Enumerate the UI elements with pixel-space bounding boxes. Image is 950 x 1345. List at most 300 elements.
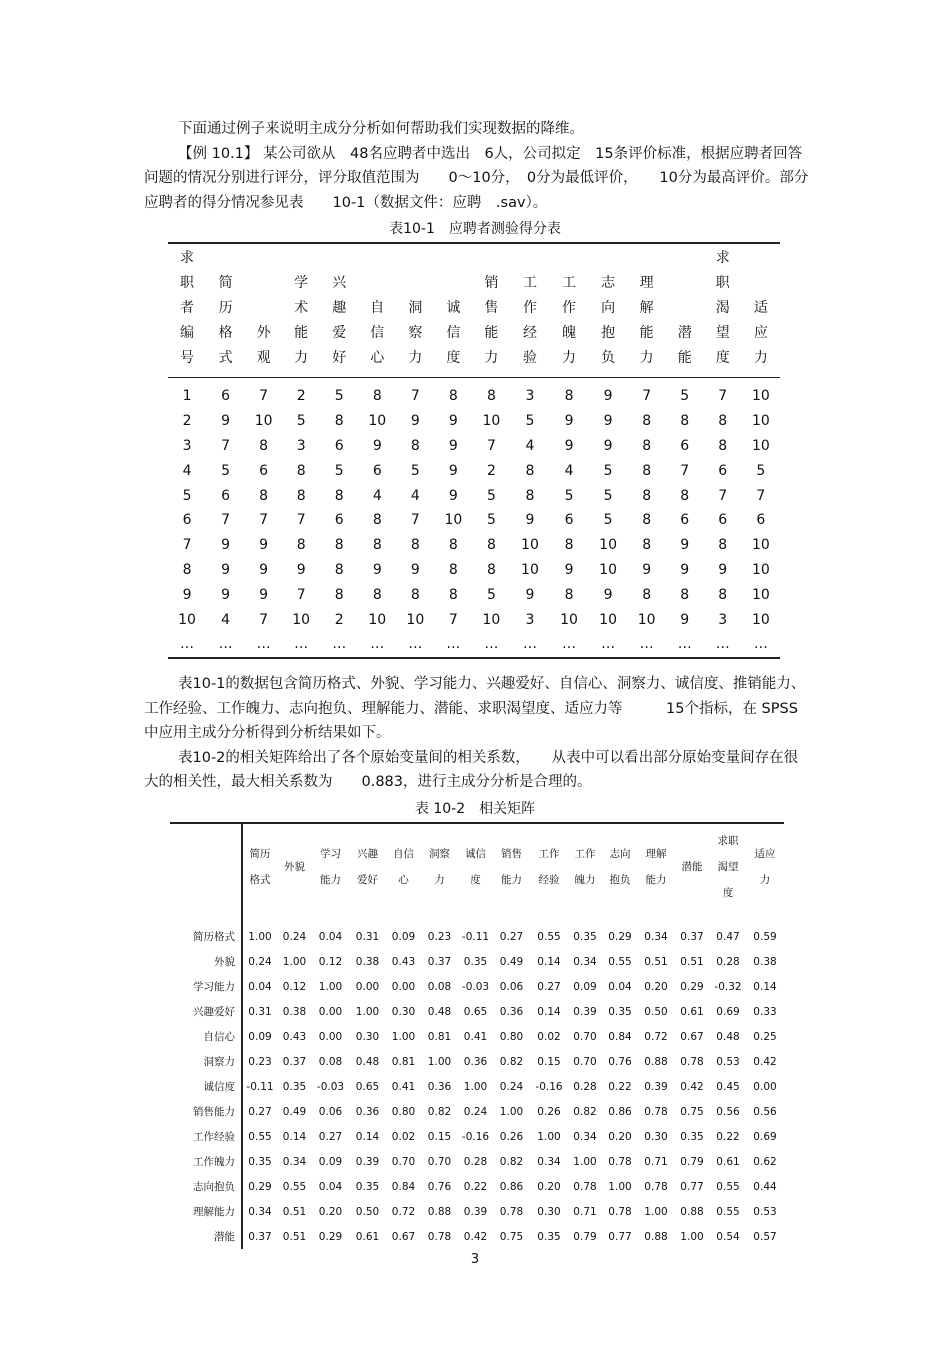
score-table-column-header [628, 243, 666, 378]
table-cell: … [562, 636, 577, 653]
matrix-cell: 0.56 [753, 1105, 777, 1118]
matrix-cell: 0.20 [318, 1205, 343, 1218]
matrix-cell: 0.77 [608, 1230, 632, 1243]
matrix-row-label: 潜能 [170, 1224, 242, 1249]
matrix-cell: 0.09 [573, 980, 597, 993]
table-cell: 6 [334, 437, 344, 454]
table-cell: 10 [751, 388, 770, 405]
table-cell: … [715, 636, 730, 653]
matrix-cell: 0.37 [680, 930, 704, 943]
table-cell: 10 [178, 611, 196, 628]
score-table-column-header-text: 诚信度 [446, 300, 461, 366]
matrix-cell: 0.53 [716, 1055, 740, 1068]
indicator-paragraph: 表10-1的数据包含简历格式、外貌、学习能力、兴趣爱好、自信心、洞察力、诚信度、推销能力、工作经验、工作魄力、志向抱负、理解能力、潜能、求职渴望度、适应力等 15个指标，在 SPSS中应用主成分分析得到分析结果如下。 [144, 676, 806, 741]
matrix-corner-cell [170, 823, 242, 916]
matrix-cell: 1.00 [499, 1105, 524, 1118]
table-cell: 8 [296, 537, 306, 554]
matrix-cell: 0.12 [282, 980, 307, 993]
matrix-cell: 0.31 [248, 1005, 272, 1018]
matrix-cell: -0.16 [535, 1080, 563, 1093]
matrix-cell: 1.00 [644, 1205, 668, 1218]
table-cell: 7 [756, 487, 766, 504]
table-cell: 8 [334, 561, 344, 578]
matrix-cell: 0.78 [644, 1105, 668, 1118]
table-row [170, 1024, 784, 1049]
table-cell: 4 [221, 611, 231, 628]
matrix-cell: 0.29 [608, 930, 632, 943]
table-cell: 7 [259, 611, 269, 628]
table-cell: 8 [642, 537, 652, 554]
matrix-cell: 0.23 [248, 1055, 272, 1068]
table-cell: 5 [486, 512, 496, 529]
score-table-column-header-text: 学术能力 [294, 275, 309, 366]
table-row [170, 916, 784, 949]
matrix-cell: 0.54 [716, 1230, 740, 1243]
matrix-cell: 0.24 [499, 1080, 524, 1093]
table-row [168, 434, 780, 459]
matrix-cell: 0.48 [716, 1030, 740, 1043]
matrix-cell: -0.03 [316, 1080, 345, 1093]
table-cell: 2 [486, 462, 496, 479]
matrix-cell: 0.81 [391, 1055, 416, 1068]
matrix-cell: 0.78 [608, 1155, 632, 1168]
matrix-column-header-text: 简历格式 [249, 848, 271, 886]
matrix-cell: 0.28 [716, 955, 740, 968]
score-table-column-header-text: 洞察力 [408, 300, 423, 366]
matrix-cell: 0.43 [282, 1030, 307, 1043]
table-cell: 10 [560, 611, 578, 628]
score-table-column-header-text: 工作魄力 [562, 275, 577, 366]
matrix-column-header-text: 理解能力 [645, 848, 667, 886]
table-cell: 10 [368, 611, 387, 628]
matrix-cell: 0.81 [427, 1030, 452, 1043]
table-cell: 10 [521, 537, 539, 554]
table-cell: 10 [406, 611, 425, 628]
matrix-cell: 0.34 [282, 1155, 307, 1168]
matrix-cell: 0.31 [355, 930, 380, 943]
matrix-cell: 0.49 [499, 955, 524, 968]
table-cell: 8 [642, 462, 652, 479]
table-cell: 10 [482, 413, 501, 430]
table-cell: 8 [259, 487, 269, 504]
matrix-column-header-text: 志向抱负 [609, 848, 631, 886]
matrix-column-header [312, 823, 349, 916]
score-table-column-header [550, 243, 589, 378]
table-cell: 8 [296, 487, 306, 504]
matrix-cell: 1.00 [318, 980, 343, 993]
table-cell: 10 [751, 437, 770, 454]
table-row [170, 1074, 784, 1099]
matrix-cell: 0.51 [644, 955, 668, 968]
matrix-row-label: 志向抱负 [170, 1174, 242, 1199]
matrix-cell: 0.45 [716, 1080, 740, 1093]
matrix-cell: 0.35 [463, 955, 488, 968]
matrix-cell: 0.88 [680, 1205, 704, 1218]
table-cell: 8 [372, 512, 382, 529]
matrix-cell: 0.35 [355, 1180, 380, 1193]
intro-sentence: 下面通过例子来说明主成分分析如何帮助我们实现数据的降维。 [178, 121, 584, 137]
matrix-cell: 0.78 [608, 1205, 632, 1218]
table-cell: 4 [410, 487, 420, 504]
table-cell: 9 [603, 413, 613, 430]
matrix-cell: 0.09 [318, 1155, 343, 1168]
table-cell: 10 [482, 611, 501, 628]
table-cell: 8 [642, 586, 652, 603]
table-cell: 10 [599, 611, 617, 628]
matrix-cell: 0.24 [248, 955, 272, 968]
score-table-column-header [742, 243, 780, 378]
table-cell: 9 [221, 413, 231, 430]
matrix-cell: 0.06 [318, 1105, 343, 1118]
table-cell: 6 [259, 462, 269, 479]
matrix-cell: 0.88 [427, 1205, 452, 1218]
matrix-cell: 0.53 [753, 1205, 777, 1218]
matrix-cell: 0.78 [499, 1205, 524, 1218]
table-cell: 8 [564, 537, 574, 554]
matrix-cell: 0.35 [573, 930, 597, 943]
table-cell: … [180, 636, 195, 653]
matrix-row-label: 理解能力 [170, 1199, 242, 1224]
matrix-cell: 0.47 [716, 930, 740, 943]
table-cell: 8 [410, 586, 420, 603]
matrix-cell: 0.00 [355, 980, 380, 993]
matrix-cell: 0.02 [537, 1030, 561, 1043]
matrix-row-label: 工作经验 [170, 1124, 242, 1149]
score-table-header [168, 243, 780, 378]
table-row [168, 458, 780, 483]
score-table-column-header [358, 243, 396, 378]
score-table-column-header [245, 243, 282, 378]
table-cell: 9 [182, 586, 192, 603]
table-cell: 3 [525, 611, 535, 628]
example-paragraph: 【例 10.1】 某公司欲从 48名应聘者中选出 6人，公司拟定 15条评价标准，根据应聘者回答问题的情况分别进行评分，评分取值范围为 0～10分， 0分为最低评价， 10分为最高评价。部分应聘者的得分情况参见表 10-1（数据文件：应聘 .sav）。 [144, 145, 809, 211]
table-cell: 7 [718, 388, 728, 405]
matrix-cell: 0.88 [644, 1230, 668, 1243]
matrix-cell: -0.11 [246, 1080, 274, 1093]
table-cell: 8 [486, 561, 496, 578]
table-cell: 9 [259, 537, 269, 554]
table-cell: 10 [751, 537, 770, 554]
table-cell: 8 [334, 537, 344, 554]
table-cell: 2 [182, 413, 192, 430]
matrix-cell: 0.35 [608, 1005, 632, 1018]
table-cell: 5 [603, 487, 613, 504]
table-cell: 7 [296, 512, 306, 529]
matrix-cell: 0.70 [573, 1055, 597, 1068]
matrix-cell: 0.20 [608, 1130, 632, 1143]
table-cell: 9 [680, 611, 690, 628]
matrix-cell: 0.72 [391, 1205, 416, 1218]
table-cell: 4 [525, 437, 535, 454]
matrix-cell: 0.34 [573, 955, 597, 968]
table-cell: 9 [448, 462, 458, 479]
matrix-cell: 0.35 [248, 1155, 272, 1168]
table-cell: 8 [448, 388, 458, 405]
matrix-cell: 0.36 [499, 1005, 524, 1018]
table-cell: 8 [680, 487, 690, 504]
table-row [168, 508, 780, 533]
table-cell: 10 [751, 586, 770, 603]
table-cell: 9 [448, 487, 458, 504]
matrix-cell: -0.16 [461, 1130, 490, 1143]
table2-caption: 表 10-2 相关矩阵 [414, 801, 536, 817]
table-cell: 9 [372, 437, 382, 454]
score-table-column-header [396, 243, 434, 378]
table-cell: 9 [259, 561, 269, 578]
matrix-cell: 0.80 [391, 1105, 416, 1118]
matrix-cell: 0.55 [608, 955, 632, 968]
table-cell: 6 [182, 512, 192, 529]
matrix-cell: 0.41 [391, 1080, 416, 1093]
table-cell: 8 [448, 561, 458, 578]
table-row [170, 1199, 784, 1224]
matrix-cell: 0.49 [282, 1105, 307, 1118]
matrix-cell: 0.28 [463, 1155, 488, 1168]
table-cell: 5 [334, 462, 344, 479]
matrix-cell: -0.11 [461, 930, 490, 943]
table-cell: 7 [718, 487, 728, 504]
matrix-cell: 0.14 [355, 1130, 380, 1143]
table1-caption: 表10-1 应聘者测验得分表 [389, 221, 561, 237]
score-table-column-header-text: 求职渴望度 [715, 250, 730, 366]
table-cell: 9 [603, 586, 613, 603]
table-cell: 9 [296, 561, 306, 578]
matrix-cell: 0.82 [427, 1105, 452, 1118]
matrix-cell: 0.55 [716, 1205, 740, 1218]
matrix-cell: 0.84 [391, 1180, 416, 1193]
matrix-cell: 0.39 [644, 1080, 668, 1093]
table-cell: 8 [372, 586, 382, 603]
table-cell: 7 [259, 512, 269, 529]
matrix-column-header [710, 823, 746, 916]
table-cell: 8 [680, 413, 690, 430]
matrix-cell: 0.08 [318, 1055, 343, 1068]
table-cell: 6 [680, 437, 690, 454]
score-table-column-header-text: 销售能力 [484, 275, 499, 366]
matrix-cell: 0.75 [680, 1105, 704, 1118]
table-cell: 10 [637, 611, 656, 628]
matrix-cell: 0.30 [644, 1130, 668, 1143]
matrix-cell: 1.00 [463, 1080, 488, 1093]
matrix-column-header-text: 工作魄力 [574, 848, 596, 886]
table-cell: 8 [486, 537, 496, 554]
table-cell: 8 [718, 437, 728, 454]
matrix-column-header-text: 诚信度 [465, 848, 486, 886]
table-cell: 5 [221, 462, 231, 479]
matrix-cell: 1.00 [680, 1230, 704, 1243]
table-row [168, 558, 780, 583]
matrix-cell: 0.30 [391, 1005, 416, 1018]
matrix-cell: 0.29 [248, 1180, 272, 1193]
table-cell: 10 [254, 413, 273, 430]
table-cell: 7 [182, 537, 192, 554]
matrix-cell: 0.04 [608, 980, 632, 993]
matrix-cell: 0.39 [355, 1155, 380, 1168]
matrix-cell: 0.82 [499, 1055, 524, 1068]
matrix-cell: 0.34 [573, 1130, 597, 1143]
table-cell: 9 [603, 388, 613, 405]
matrix-cell: 1.00 [608, 1180, 632, 1193]
matrix-cell: 0.27 [318, 1130, 343, 1143]
score-table-column-header [282, 243, 320, 378]
table-cell: 6 [680, 512, 690, 529]
matrix-column-header [602, 823, 638, 916]
matrix-column-header [568, 823, 602, 916]
matrix-cell: 0.50 [355, 1205, 380, 1218]
matrix-cell: 0.09 [248, 1030, 272, 1043]
page-number: 3 [470, 1252, 480, 1267]
matrix-cell: 0.65 [355, 1080, 380, 1093]
matrix-cell: 0.22 [463, 1180, 488, 1193]
matrix-cell: 0.55 [716, 1180, 740, 1193]
matrix-cell: 0.67 [680, 1030, 704, 1043]
matrix-column-header [277, 823, 312, 916]
table-cell: 8 [718, 413, 728, 430]
matrix-row-label: 学习能力 [170, 974, 242, 999]
score-table-column-header-text: 工作经验 [522, 275, 537, 366]
matrix-cell: 0.24 [282, 930, 307, 943]
analysis-text [144, 672, 812, 795]
matrix-cell: 0.00 [318, 1005, 343, 1018]
table-cell: 6 [718, 512, 728, 529]
table-cell: 5 [756, 462, 766, 479]
table-cell: 3 [296, 437, 306, 454]
table-cell: 10 [444, 512, 463, 529]
table-cell: 7 [448, 611, 458, 628]
table-cell: 6 [221, 487, 231, 504]
table-cell: … [370, 636, 385, 653]
matrix-cell: 0.51 [680, 955, 704, 968]
table-cell: … [256, 636, 271, 653]
table-cell: 7 [410, 512, 420, 529]
matrix-row-label: 简历格式 [170, 916, 242, 949]
table-cell: 8 [564, 388, 574, 405]
matrix-column-header-text: 潜能 [681, 861, 703, 873]
matrix-cell: 1.00 [391, 1030, 416, 1043]
matrix-cell: 0.44 [753, 1180, 777, 1193]
matrix-column-header [530, 823, 568, 916]
matrix-cell: 0.78 [573, 1180, 597, 1193]
table-row [170, 1149, 784, 1174]
matrix-cell: 0.35 [282, 1080, 307, 1093]
table-cell: 8 [486, 388, 496, 405]
table-cell: 9 [680, 561, 690, 578]
matrix-cell: 0.34 [537, 1155, 561, 1168]
intro-text [144, 117, 812, 215]
table-cell: 5 [486, 586, 496, 603]
table-cell: 9 [603, 437, 613, 454]
matrix-cell: 0.59 [753, 930, 777, 943]
table-cell: 7 [486, 437, 496, 454]
matrix-cell: 0.30 [355, 1030, 380, 1043]
table-cell: 9 [448, 413, 458, 430]
matrix-cell: 0.88 [644, 1055, 668, 1068]
matrix-cell: 0.34 [248, 1205, 272, 1218]
matrix-cell: 0.55 [248, 1130, 272, 1143]
score-table-column-header [510, 243, 549, 378]
matrix-cell: 0.34 [644, 930, 668, 943]
matrix-cell: 1.00 [427, 1055, 452, 1068]
matrix-cell: 0.02 [391, 1130, 416, 1143]
table-cell: 10 [751, 561, 770, 578]
matrix-cell: 0.41 [463, 1030, 488, 1043]
table-row [170, 1049, 784, 1074]
table-cell: 5 [680, 388, 690, 405]
matrix-cell: 0.55 [537, 930, 561, 943]
table-cell: 9 [680, 537, 690, 554]
table-cell: 9 [221, 561, 231, 578]
matrix-cell: 0.04 [318, 930, 343, 943]
matrix-column-header-text: 自信心 [393, 848, 414, 886]
matrix-cell: 0.50 [644, 1005, 668, 1018]
matrix-cell: 0.56 [716, 1105, 740, 1118]
matrix-cell: 1.00 [573, 1155, 597, 1168]
matrix-cell: 0.37 [427, 955, 452, 968]
table-cell: 7 [680, 462, 690, 479]
matrix-cell: 0.71 [644, 1155, 668, 1168]
matrix-cell: 0.29 [680, 980, 704, 993]
matrix-cell: 0.78 [680, 1055, 704, 1068]
matrix-cell: 0.82 [499, 1155, 524, 1168]
table-cell: 7 [259, 388, 269, 405]
matrix-cell: 0.67 [391, 1230, 416, 1243]
matrix-cell: 0.86 [608, 1105, 632, 1118]
matrix-cell: 0.79 [573, 1230, 597, 1243]
table-row [168, 632, 780, 658]
table-cell: 5 [334, 388, 344, 405]
matrix-cell: 0.22 [716, 1130, 740, 1143]
table-cell: 8 [410, 537, 420, 554]
table-cell: 5 [182, 487, 192, 504]
matrix-column-header [386, 823, 421, 916]
matrix-cell: 0.79 [680, 1155, 704, 1168]
matrix-cell: 0.36 [427, 1080, 452, 1093]
table-cell: 10 [292, 611, 311, 628]
table-cell: 9 [410, 413, 420, 430]
matrix-cell: 0.61 [716, 1155, 740, 1168]
matrix-cell: 0.20 [644, 980, 668, 993]
table-cell: 8 [410, 437, 420, 454]
table-cell: 8 [334, 413, 344, 430]
matrix-cell: 0.38 [753, 955, 777, 968]
score-table-column-header-text: 兴趣爱好 [332, 275, 347, 366]
table-cell: 1 [182, 388, 192, 405]
matrix-cell: 0.22 [608, 1080, 632, 1093]
score-table-column-header-text: 外观 [256, 325, 271, 366]
matrix-cell: 0.06 [499, 980, 524, 993]
table-cell: 10 [751, 611, 770, 628]
table-cell: … [294, 636, 309, 653]
score-table-column-header [168, 243, 206, 378]
table-cell: 6 [334, 512, 344, 529]
matrix-cell: 0.26 [499, 1130, 524, 1143]
matrix-cell: 0.69 [716, 1005, 740, 1018]
table-row [170, 949, 784, 974]
table-cell: 8 [334, 487, 344, 504]
table-cell: 4 [564, 462, 574, 479]
matrix-cell: 0.84 [608, 1030, 632, 1043]
table-cell: 8 [642, 413, 652, 430]
matrix-cell: 1.00 [282, 955, 307, 968]
table-cell: 10 [751, 413, 770, 430]
matrix-column-header-text: 兴趣爱好 [357, 848, 378, 886]
matrix-cell: 0.35 [680, 1130, 704, 1143]
table-cell: 3 [525, 388, 535, 405]
matrix-cell: 0.72 [644, 1030, 668, 1043]
table-row [168, 533, 780, 558]
table-cell: 5 [603, 462, 613, 479]
table-cell: 8 [372, 537, 382, 554]
